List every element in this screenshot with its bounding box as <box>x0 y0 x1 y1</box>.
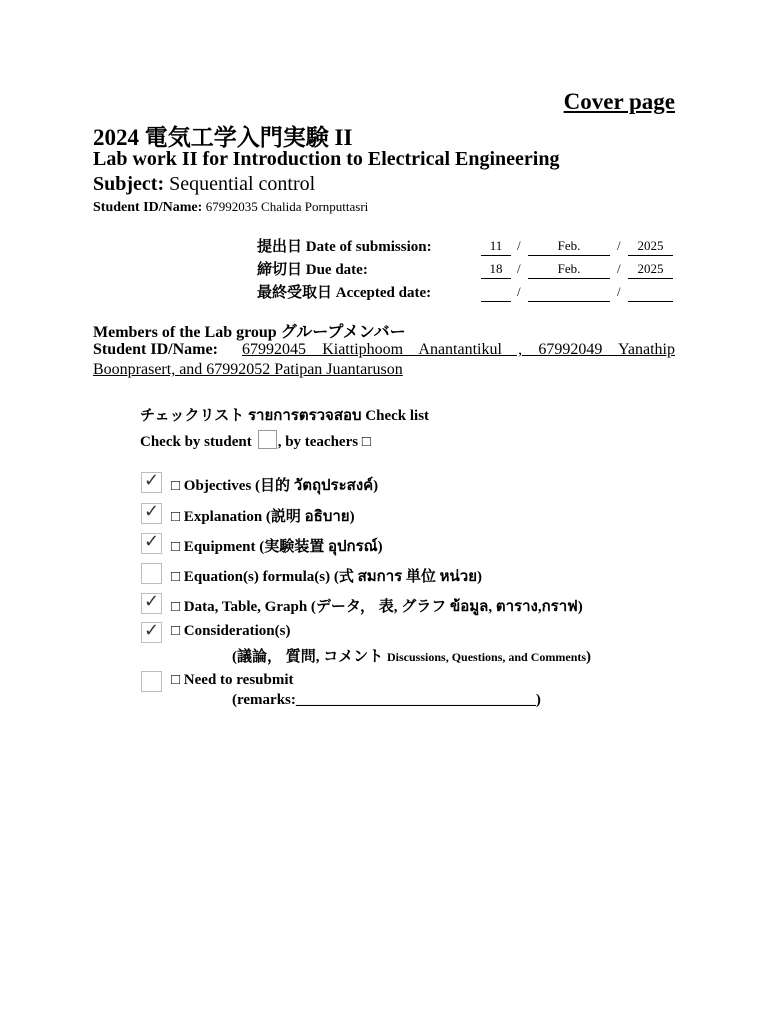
date-separator: / <box>617 261 621 276</box>
checkmark-icon: ✓ <box>144 531 160 552</box>
considerations-subtext-prefix: (議論， 質問, コメント <box>232 649 384 665</box>
considerations-subtext-english: Discussions, Questions, and Comments <box>387 650 587 664</box>
checkmark-icon: ✓ <box>144 501 160 522</box>
checkmark-icon: ✓ <box>144 591 160 612</box>
accepted-day-field[interactable] <box>481 281 511 302</box>
student-label: Student ID/Name: <box>93 200 203 215</box>
members-names-1: 67992045 Kiattiphoom Anantantikul , 67992049 Yanathip <box>242 341 675 358</box>
checklist-item-label: □ Equipment (実験装置 อุปกรณ์) <box>171 539 383 555</box>
cover-page-title: Cover page <box>563 89 675 114</box>
checklist-item-label: □ Explanation (説明 อธิบาย) <box>171 509 355 525</box>
checklist-item-label: □ Data, Table, Graph (データ， 表, グラフ ข้อมูล, ตาราง,กราฟ) <box>171 599 583 615</box>
due-month-field[interactable]: Feb. <box>528 258 610 279</box>
checklist-item-label: □ Objectives (目的 วัตถุประสงค์) <box>171 478 379 494</box>
checklist-item-label: □ Equation(s) formula(s) (式 สมการ 単位 หน่วย) <box>171 569 483 585</box>
considerations-subtext-suffix: ) <box>586 649 592 665</box>
submission-date-label: 提出日 Date of submission: <box>257 239 432 255</box>
due-year-field[interactable]: 2025 <box>628 258 673 279</box>
subject-label: Subject: <box>93 173 165 195</box>
due-date-label: 締切日 Due date: <box>257 262 368 278</box>
checkmark-icon: ✓ <box>144 620 160 641</box>
checkbox[interactable] <box>141 503 162 524</box>
by-teachers-label: , by teachers □ <box>277 434 371 450</box>
submission-day-field[interactable]: 11 <box>481 235 511 256</box>
submission-year-field[interactable]: 2025 <box>628 235 673 256</box>
subject-line <box>93 173 315 196</box>
check-by-line <box>140 430 371 451</box>
due-day-field[interactable]: 18 <box>481 258 511 279</box>
checkbox[interactable] <box>141 671 162 692</box>
members-names-2: Boonprasert, and 67992052 Patipan Juantaruson <box>93 361 403 378</box>
subject-value: Sequential control <box>169 173 316 195</box>
checkbox[interactable] <box>141 622 162 643</box>
course-title-japanese: 2024 電気工学入門実験 II <box>93 125 353 150</box>
student-value: 67992035 Chalida Pornputtasri <box>205 199 369 214</box>
student-line <box>93 199 368 216</box>
members-heading: Members of the Lab group グループメンバー <box>93 324 406 341</box>
members-label: Student ID/Name: <box>93 341 218 358</box>
accepted-date-label: 最終受取日 Accepted date: <box>257 285 432 301</box>
date-separator: / <box>617 284 621 299</box>
remarks-line[interactable]: (remarks:________________________________) <box>232 692 541 708</box>
check-by-student-label: Check by student <box>140 434 252 450</box>
student-check-box[interactable] <box>258 430 277 449</box>
considerations-subtext <box>232 645 591 666</box>
checklist-item-label: □ Consideration(s) <box>171 623 291 639</box>
checkbox[interactable] <box>141 593 162 614</box>
date-separator: / <box>517 238 521 253</box>
checkbox[interactable] <box>141 563 162 584</box>
members-line-1 <box>93 341 675 359</box>
accepted-month-field[interactable] <box>528 281 610 302</box>
date-separator: / <box>617 238 621 253</box>
accepted-year-field[interactable] <box>628 281 673 302</box>
checkbox[interactable] <box>141 533 162 554</box>
checklist-item-label: □ Need to resubmit <box>171 672 294 688</box>
course-title-english: Lab work II for Introduction to Electrical Engineering <box>93 148 560 170</box>
submission-month-field[interactable]: Feb. <box>528 235 610 256</box>
date-separator: / <box>517 261 521 276</box>
checkmark-icon: ✓ <box>144 470 160 491</box>
date-separator: / <box>517 284 521 299</box>
checklist-heading: チェックリスト รายการตรวจสอบ Check list <box>140 408 430 424</box>
checkbox[interactable] <box>141 472 162 493</box>
